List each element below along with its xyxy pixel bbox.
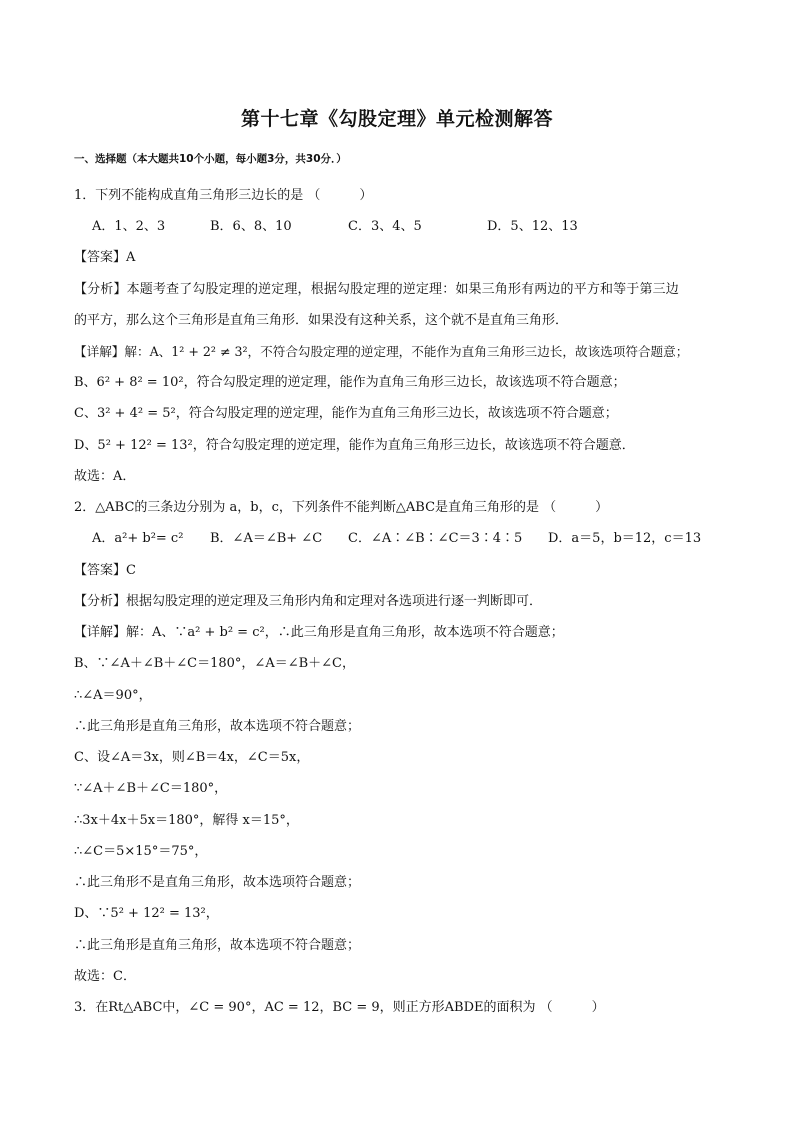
question-3-stem: 3．在Rt△ABC中，∠C = 90°，AC = 12，BC = 9，则正方形ABDE的面积为 （ ） <box>74 1000 605 1015</box>
question-2-analysis: 【分析】根据勾股定理的逆定理及三角形内角和定理对各选项进行逐一判断即可． <box>74 594 543 609</box>
question-1-detail-d: D、5² + 12² = 13²，符合勾股定理的逆定理，能作为直角三角形三边长，故该选项不符合题意． <box>74 438 635 453</box>
question-2-option-a: A．a²+ b²= c² <box>92 531 184 546</box>
question-2-conclusion: 故选：C． <box>74 969 136 984</box>
question-2-detail-line: ∴∠A＝90°， <box>74 688 152 703</box>
question-1-option-a: A．1、2、3 <box>92 219 166 234</box>
question-1-option-b: B．6、8、10 <box>210 219 292 234</box>
question-1-stem: 1．下列不能构成直角三角形三边长的是 （ ） <box>74 188 373 203</box>
question-2-detail-line: B、∵∠A＋∠B＋∠C＝180°，∠A＝∠B＋∠C， <box>74 656 355 671</box>
question-2-answer: 【答案】C <box>74 563 136 578</box>
question-2-detail-line: ∴3x＋4x＋5x＝180°，解得 x＝15°， <box>74 813 299 828</box>
question-2-option-c: C．∠A∶∠B∶∠C＝3∶4∶5 <box>348 531 523 546</box>
question-2-detail-line: 【详解】解：A、∵a² + b² = c²，∴此三角形是直角三角形，故本选项不符合题意； <box>74 625 564 640</box>
question-1-detail-b: B、6² + 8² = 10²，符合勾股定理的逆定理，能作为直角三角形三边长，故该选项不符合题意； <box>74 375 626 390</box>
question-2-option-d: D．a＝5，b＝12，c＝13 <box>548 531 702 546</box>
question-1-conclusion: 故选：A． <box>74 469 136 484</box>
question-2-detail-line: C、设∠A＝3x，则∠B＝4x，∠C＝5x， <box>74 750 310 765</box>
question-1-answer: 【答案】A <box>74 250 136 265</box>
question-1-option-d: D．5、12、13 <box>487 219 578 234</box>
question-2-detail-line: ∴此三角形不是直角三角形，故本选项符合题意； <box>74 875 361 890</box>
question-1-analysis: 【分析】本题考查了勾股定理的逆定理，根据勾股定理的逆定理：如果三角形有两边的平方和等于第三边 <box>74 282 679 297</box>
question-2-detail-line: ∵∠A＋∠B＋∠C＝180°， <box>74 781 228 796</box>
question-1-analysis-continued: 的平方，那么这个三角形是直角三角形．如果没有这种关系，这个就不是直角三角形． <box>74 313 569 328</box>
section-header: 一、选择题（本大题共10个小题，每小题3分，共30分．） <box>74 153 347 165</box>
question-2-detail-line: ∴此三角形是直角三角形，故本选项不符合题意； <box>74 719 361 734</box>
question-1-detail-c: C、3² + 4² = 5²，符合勾股定理的逆定理，能作为直角三角形三边长，故该选项不符合题意； <box>74 406 618 421</box>
question-1-detail-a: 【详解】解：A、1² + 2² ≠ 3²，不符合勾股定理的逆定理，不能作为直角三角形三边长，故该选项符合题意； <box>74 344 689 359</box>
question-2-detail-line: ∴∠C＝5×15°＝75°， <box>74 844 208 859</box>
question-2-detail-line: ∴此三角形是直角三角形，故本选项不符合题意； <box>74 938 361 953</box>
question-2-option-b: B．∠A＝∠B+ ∠C <box>210 531 323 546</box>
question-2-detail-line: D、∵5² + 12² = 13²， <box>74 906 219 921</box>
page-title: 第十七章《勾股定理》单元检测解答 <box>240 108 553 130</box>
question-2-stem: 2．△ABC的三条边分别为 a，b，c，下列条件不能判断△ABC是直角三角形的是 （ ） <box>74 500 609 515</box>
question-1-option-c: C．3、4、5 <box>348 219 422 234</box>
